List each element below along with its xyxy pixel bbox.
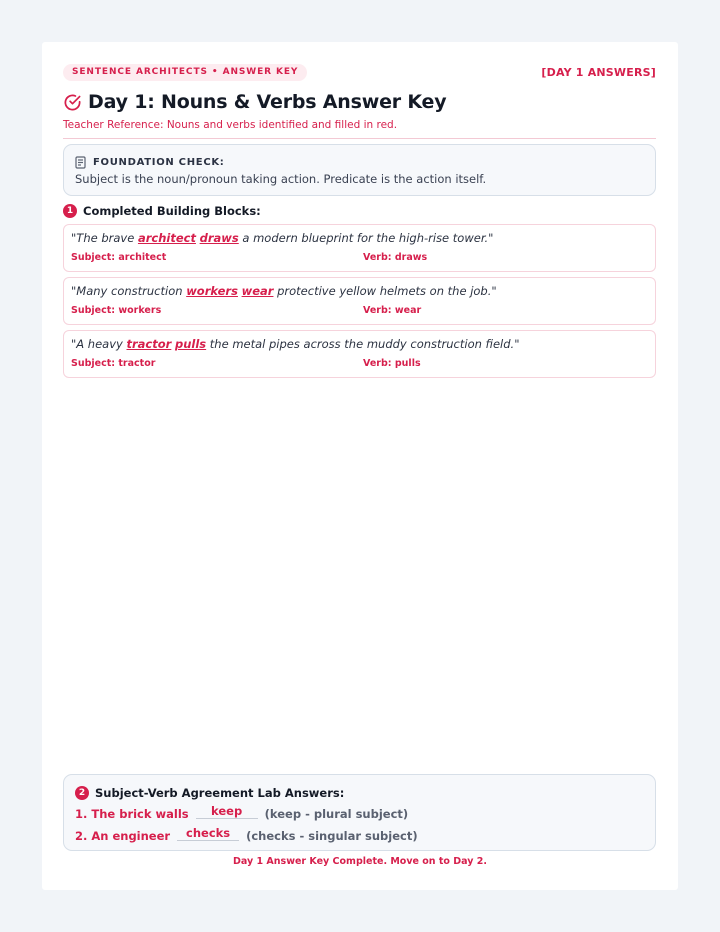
sentence-text: protective yellow helmets on the job." <box>273 284 497 298</box>
sentence-text: the metal pipes across the muddy construction field." <box>206 337 520 351</box>
verb-label: Verb: draws <box>363 252 428 263</box>
building-block <box>63 277 656 325</box>
sentence <box>71 231 648 249</box>
lab-prompt: 2. An engineer <box>75 829 171 843</box>
answer-note: (checks - singular subject) <box>246 829 418 843</box>
answer-note: (keep - plural subject) <box>264 807 409 821</box>
worksheet-content <box>63 63 656 378</box>
lab-answer-row <box>75 826 644 845</box>
building-block <box>63 330 656 378</box>
answer-blank: keep <box>196 804 258 819</box>
foundation-text: Subject is the noun/pronoun taking action. Predicate is the action itself. <box>75 172 487 186</box>
sentence <box>71 284 648 302</box>
divider <box>63 138 656 139</box>
verb-label: Verb: wear <box>363 305 422 316</box>
section-title: Subject-Verb Agreement Lab Answers: <box>95 786 345 800</box>
title-row <box>63 90 656 114</box>
lab-prompt: 1. The brick walls <box>75 807 189 821</box>
foundation-check-box <box>63 144 656 196</box>
header-row <box>63 63 656 81</box>
section-number-badge: 2 <box>75 786 89 800</box>
section-1-heading <box>63 203 656 219</box>
section-2-heading <box>75 785 644 801</box>
teacher-reference: Teacher Reference: Nouns and verbs identified and filled in red. <box>63 119 398 131</box>
building-block <box>63 224 656 272</box>
clipboard-icon <box>75 156 87 169</box>
subject-word: tractor <box>126 337 172 351</box>
sentence <box>71 337 648 355</box>
subject-label: Subject: architect <box>71 252 167 263</box>
sentence-text: "Many construction <box>71 284 187 298</box>
subject-label: Subject: workers <box>71 305 162 316</box>
section-number-badge: 1 <box>63 204 77 218</box>
answer-blank: checks <box>177 826 239 841</box>
subject-label: Subject: tractor <box>71 358 156 369</box>
check-circle-icon <box>63 93 82 112</box>
foundation-label: FOUNDATION CHECK: <box>93 156 225 168</box>
day-tag: [DAY 1 ANSWERS] <box>541 65 656 79</box>
footer-note: Day 1 Answer Key Complete. Move on to Day 2. <box>233 856 487 867</box>
sentence-text: "The brave <box>71 231 138 245</box>
section-title: Completed Building Blocks: <box>83 204 261 218</box>
worksheet-page <box>42 42 678 890</box>
verb-word: wear <box>241 284 274 298</box>
lab-answer-row <box>75 804 644 823</box>
verb-word: pulls <box>174 337 207 351</box>
series-pill: SENTENCE ARCHITECTS • ANSWER KEY <box>63 64 307 81</box>
verb-label: Verb: pulls <box>363 358 421 369</box>
sentence-text: a modern blueprint for the high-rise tower." <box>238 231 494 245</box>
verb-word: draws <box>199 231 239 245</box>
subject-word: workers <box>186 284 238 298</box>
sentence-text: "A heavy <box>71 337 127 351</box>
subject-word: architect <box>137 231 196 245</box>
page-title: Day 1: Nouns & Verbs Answer Key <box>88 91 447 113</box>
agreement-lab-box <box>63 774 656 851</box>
